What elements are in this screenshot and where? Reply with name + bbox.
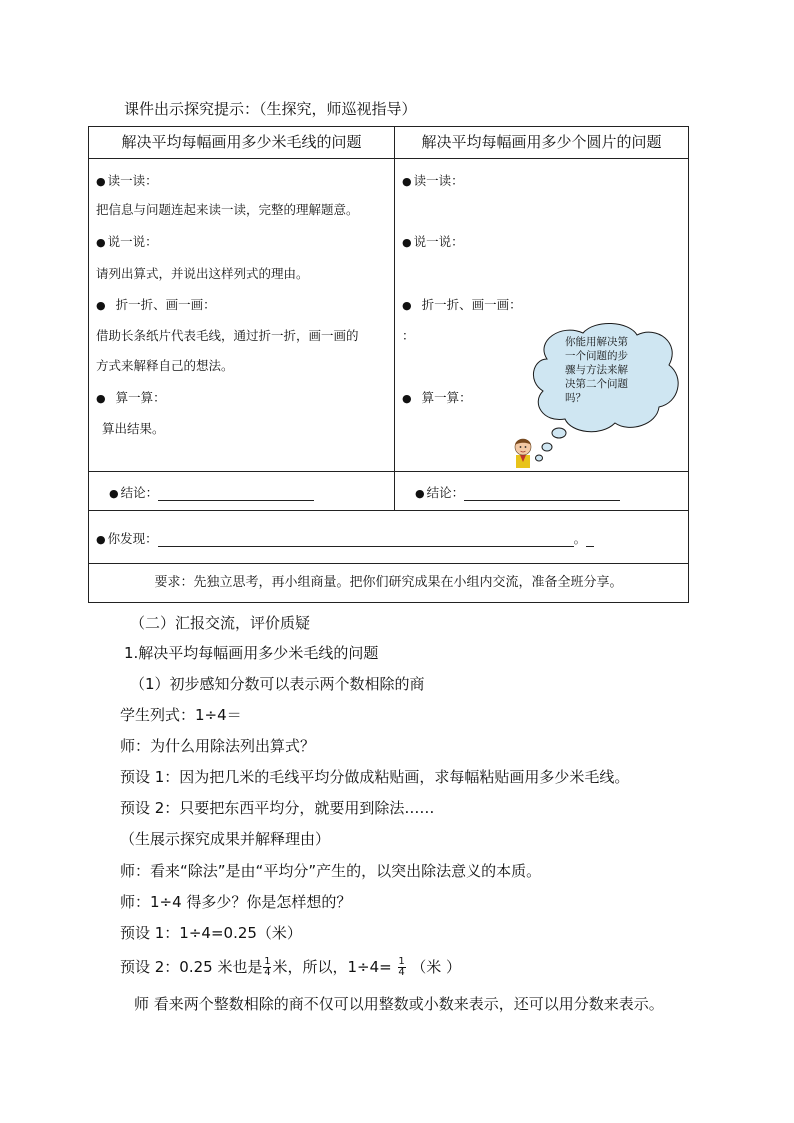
left-conclusion [89,472,395,511]
left-fold-text-2: 方式来解释自己的想法。 [96,358,234,373]
right-fold-title: 折一折、画一画： [421,297,522,312]
item-1: 1.解决平均每幅画用多少米毛线的问题 [124,644,379,662]
bullet-icon: ● [402,236,412,249]
fraction: $\frac{1}{4}$ [264,956,271,978]
bullet-icon: ● [96,533,106,546]
bubble-text: 你能用解决第 一个问题的步 骤与方法来解 决第二个问题 吗？ [565,336,628,404]
left-header: 解决平均每幅画用多少米毛线的问题 [89,127,395,159]
left-read-title: 读一读： [107,173,158,188]
preset-3: 预设 1：1÷4=0.25（米） [120,924,302,942]
found-label: 你发现： [107,531,158,546]
bullet-icon: ● [96,175,106,188]
left-conclusion-line[interactable] [158,487,314,501]
bullet-icon: ● [402,392,412,405]
found-end: 。 [573,531,587,546]
right-say-title: 说一说： [413,234,464,249]
fraction: $\frac{1}{4}$ [398,956,405,978]
left-body [89,159,395,472]
left-conclusion-label: 结论： [120,485,159,500]
left-say-text: 请列出算式，并说出这样列式的理由。 [96,266,309,281]
teacher-note: 师：看来“除法”是由“平均分”产生的，以突出除法意义的本质。 [120,862,542,880]
requirement-row: 要求：先独立思考，再小组商量。把你们研究成果在小组内交流，准备全班分享。 [89,564,689,603]
bullet-icon: ● [415,487,425,500]
section-title: （二）汇报交流，评价质疑 [130,614,311,632]
found-row [89,511,689,564]
right-read-title: 读一读： [413,173,464,188]
preset-2: 预设 2：只要把东西平均分，就要用到除法…… [120,799,435,817]
preset-4: 预设 2：0.25 米也是 $\frac{1}{4}$ 米，所以，1÷4= $\frac{1}{4}$ （米 ） [120,956,462,978]
left-calc-title: 算一算： [115,390,166,405]
final-statement: 师 看来两个整数相除的商不仅可以用整数或小数来表示，还可以用分数来表示。 [134,995,664,1013]
bullet-icon: ● [109,487,119,500]
right-body [395,159,689,472]
child-avatar-icon [510,435,536,469]
left-read-text: 把信息与问题连起来读一读，完整的理解题意。 [96,202,359,217]
teacher-question: 师：为什么用除法列出算式？ [120,737,316,755]
right-conclusion-label: 结论： [426,485,465,500]
bullet-icon: ● [402,299,412,312]
left-fold-text-1: 借助长条纸片代表毛线，通过折一折，画一画的 [96,328,359,343]
right-colon: ： [402,328,415,343]
right-calc-title: 算一算： [421,390,472,405]
right-conclusion [395,472,689,511]
found-line[interactable] [158,533,574,547]
inquiry-table [88,126,689,603]
left-fold-title: 折一折、画一画： [115,297,216,312]
sub-1: （1）初步感知分数可以表示两个数相除的商 [130,675,425,693]
bullet-icon: ● [96,236,106,249]
bullet-icon: ● [96,299,106,312]
right-conclusion-line[interactable] [464,487,620,501]
student-equation: 学生列式：1÷4＝ [120,706,242,724]
left-calc-text: 算出结果。 [102,421,165,436]
student-show: （生展示探究成果并解释理由） [120,830,331,848]
bullet-icon: ● [402,175,412,188]
right-header: 解决平均每幅画用多少个圆片的问题 [395,127,689,159]
preset-1: 预设 1：因为把几米的毛线平均分做成粘贴画，求每幅粘贴画用多少米毛线。 [120,768,630,786]
left-say-title: 说一说： [107,234,158,249]
teacher-question-2: 师：1÷4 得多少？你是怎样想的？ [120,893,352,911]
intro-text: 课件出示探究提示：（生探究，师巡视指导） [124,100,417,118]
bullet-icon: ● [96,392,106,405]
